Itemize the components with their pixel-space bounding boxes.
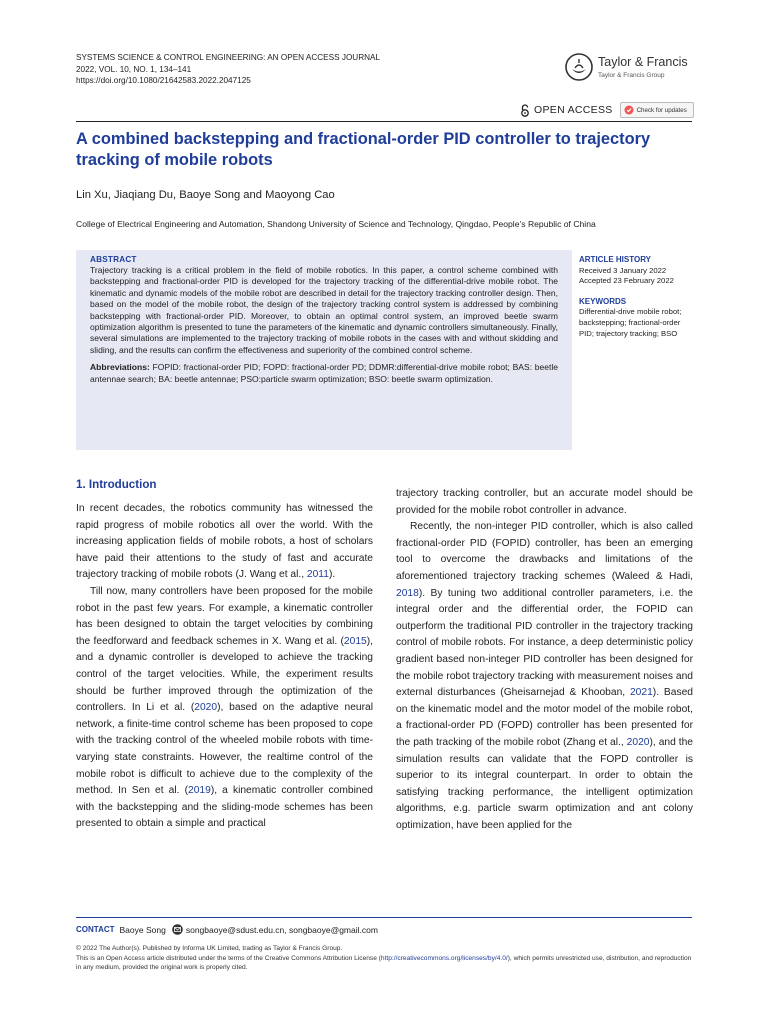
body-paragraph: trajectory tracking controller, but an accurate model should be provided for the mobile robot controller in advance. bbox=[396, 488, 693, 516]
abstract-heading: ABSTRACT bbox=[90, 255, 137, 264]
contact-line bbox=[76, 924, 378, 935]
abbreviations bbox=[90, 362, 558, 385]
history-accepted: Accepted 23 February 2022 bbox=[579, 276, 674, 286]
article-sidebar bbox=[579, 255, 694, 349]
header-divider bbox=[76, 121, 692, 122]
footer-divider bbox=[76, 917, 692, 918]
open-access-label: OPEN ACCESS bbox=[534, 104, 613, 116]
body-column-left bbox=[76, 501, 373, 833]
paragraph-text: Till now, many controllers have been proposed for the mobile robot in the past few years. For example, a kinematic controller has been designed to obtain the target velocities by combining the feedforward and feedback schemes in X. Wang et al. ( bbox=[76, 585, 373, 647]
contact-name: Baoye Song bbox=[119, 924, 166, 935]
citation-link[interactable]: 2011 bbox=[306, 569, 329, 581]
open-lock-icon bbox=[520, 104, 530, 117]
publisher-name: Taylor & Francis bbox=[598, 55, 688, 69]
keywords bbox=[579, 297, 694, 339]
publisher-logo[interactable] bbox=[564, 52, 704, 86]
paragraph-text: ), based on the adaptive neural network, a finite-time control scheme has been proposed to cope with the tracking control of the wheeled mobile robots with time-varying state constraints. However, the realtime control of the mobile robot is difficult to achieve due to the complexity of the method. In Sen et al. ( bbox=[76, 702, 374, 797]
copyright-notice bbox=[76, 944, 692, 973]
article-affiliation: College of Electrical Engineering and Automation, Shandong University of Science and Technology, Qingdao, People’s Republic of China bbox=[76, 219, 596, 229]
journal-doi-link[interactable]: https://doi.org/10.1080/21642583.2022.2047125 bbox=[76, 76, 251, 85]
citation-link[interactable]: 2020 bbox=[194, 702, 218, 714]
citation-link[interactable]: 2020 bbox=[626, 736, 650, 748]
check-for-updates-label: Check for updates bbox=[636, 106, 687, 114]
publisher-group: Taylor & Francis Group bbox=[598, 72, 665, 79]
keywords-text: Differential-drive mobile robot; backstepping; fractional-order PID; trajectory tracking; BSO bbox=[579, 307, 682, 338]
journal-name: SYSTEMS SCIENCE & CONTROL ENGINEERING: AN OPEN ACCESS JOURNAL bbox=[76, 53, 381, 62]
body-paragraph bbox=[76, 501, 373, 584]
citation-link[interactable]: 2021 bbox=[629, 687, 653, 699]
license-link[interactable]: http://creativecommons.org/licenses/by/4.0/ bbox=[380, 954, 508, 962]
history-heading: ARTICLE HISTORY bbox=[579, 255, 652, 264]
paragraph-text: ), and a dynamic controller is developed to achieve the tracking control of the target velocities. While, the experiment results should be further improved through the optimization of the controllers. In Li et al. ( bbox=[76, 635, 373, 714]
citation-link[interactable]: 2015 bbox=[343, 635, 367, 647]
license-text: This is an Open Access article distributed under the terms of the Creative Commons Attribution License ( bbox=[76, 954, 381, 962]
journal-meta bbox=[76, 52, 380, 87]
license-line bbox=[76, 954, 692, 973]
abstract-text: Trajectory tracking is a critical problem in the field of mobile robotics. In this paper, a control scheme combined with backstepping and fractional-order PID is developed for the trajectory tracking of the differential-drive mobile robot. The kinematic and dynamic models of the mobile robot are described in detail for the trajectory tracking controller design. Then, based on the model of the mobile robot, the design of the trajectory tracking control system is addressed by combining backstepping with fractional-order PID. Moreover, to obtain an optimal control system, an improved beetle swarm optimization algorithm is presented to tune the parameters of the kinematic and dynamic controllers simultaneously. Finally, several simulations are implemented to the trajectory tracking of mobile robots in the cases with and without skidding and sliding, and the results can confirm the effectiveness and superiority of the combined control scheme. bbox=[90, 265, 558, 355]
body-paragraph bbox=[76, 584, 373, 833]
abbreviations-text: FOPID: fractional-order PID; FOPD: fractional-order PD; DDMR:differential-drive mobile robot; BAS: beetle antennae search; BA: beetle antennae; PSO:particle swarm optimization; BSO: beetle swarm optimization. bbox=[90, 362, 559, 384]
abstract-box bbox=[76, 250, 572, 450]
publisher-lamp-icon bbox=[564, 52, 594, 82]
license-text: ), which permits unrestricted use, distribution, and reproduction in any medium, provided the original work is properly cited. bbox=[76, 954, 692, 972]
update-badge-icon bbox=[624, 105, 634, 115]
body-paragraph bbox=[396, 519, 693, 834]
paragraph-text: Recently, the non-integer PID controller, which is also called fractional-order PID (FOPID) controller, has been an emerging tool to overcome the drawbacks and limitations of the aforementioned trajectory tracking schemes (Waleed & Hadi, bbox=[396, 521, 693, 582]
paragraph-text: ), a kinematic controller combined with the backstepping and the sliding-mode schemes has been presented to obtain a simple and practical bbox=[76, 785, 373, 830]
copyright-line: © 2022 The Author(s). Published by Informa UK Limited, trading as Taylor & Francis Group. bbox=[76, 945, 343, 952]
keywords-heading: KEYWORDS bbox=[579, 296, 627, 306]
abbreviations-label: Abbreviations: bbox=[90, 362, 150, 373]
email-icon bbox=[172, 924, 183, 935]
body-column-right bbox=[396, 486, 693, 834]
journal-volume: 2022, VOL. 10, NO. 1, 134–141 bbox=[76, 64, 192, 74]
history-received: Received 3 January 2022 bbox=[579, 265, 667, 275]
contact-label: CONTACT bbox=[76, 925, 115, 934]
paragraph-text: ). bbox=[328, 569, 336, 581]
article-authors: Lin Xu, Jiaqiang Du, Baoye Song and Maoyong Cao bbox=[76, 189, 335, 201]
citation-link[interactable]: 2018 bbox=[396, 587, 419, 599]
paragraph-text: ). By tuning two additional controller parameters, i.e. the integral order and the differential order, the FOPID can outperform the traditional PID controller in the trajectory tracking control of mobile robots. For instance, a deep deterministic policy gradient based non-integer PID controller has been designed for the mobile robot trajectory tracking with measurement noises and external disturbances (Gheisarnejad & Khooban, bbox=[396, 587, 693, 699]
article-history bbox=[579, 255, 694, 287]
paragraph-text: In recent decades, the robotics community has witnessed the rapid progress of mobile robotics all over the world. With the increasing application fields of mobile robots, a host of scholars have paid their attentions to the study of fast and accurate trajectory tracking of mobile robots (J. Wang et al., bbox=[76, 503, 373, 581]
citation-link[interactable]: 2019 bbox=[188, 785, 211, 797]
paragraph-text: ), and the simulation results can validate that the FOPD controller is superior to its integral counterpart. In order to obtain the satisfying tracking performance, the intelligent optimization algorithms, e.g. particle swarm optimization and ant colony optimization, have been applied for the bbox=[396, 736, 694, 831]
check-for-updates-button[interactable] bbox=[620, 102, 694, 118]
article-title: A combined backstepping and fractional-order PID controller to trajectory tracking of mobile robots bbox=[76, 130, 651, 169]
open-access-row bbox=[520, 101, 694, 119]
section-heading: 1. Introduction bbox=[76, 478, 157, 491]
contact-email-link[interactable]: songbaoye@sdust.edu.cn, songbaoye@gmail.com bbox=[185, 924, 378, 935]
paragraph-text: ). Based on the kinematic model and the motor model of the mobile robot, a fractional-order PD (FOPD) controller has been presented for the path tracking of the mobile robot (Zhang et al., bbox=[396, 687, 693, 748]
